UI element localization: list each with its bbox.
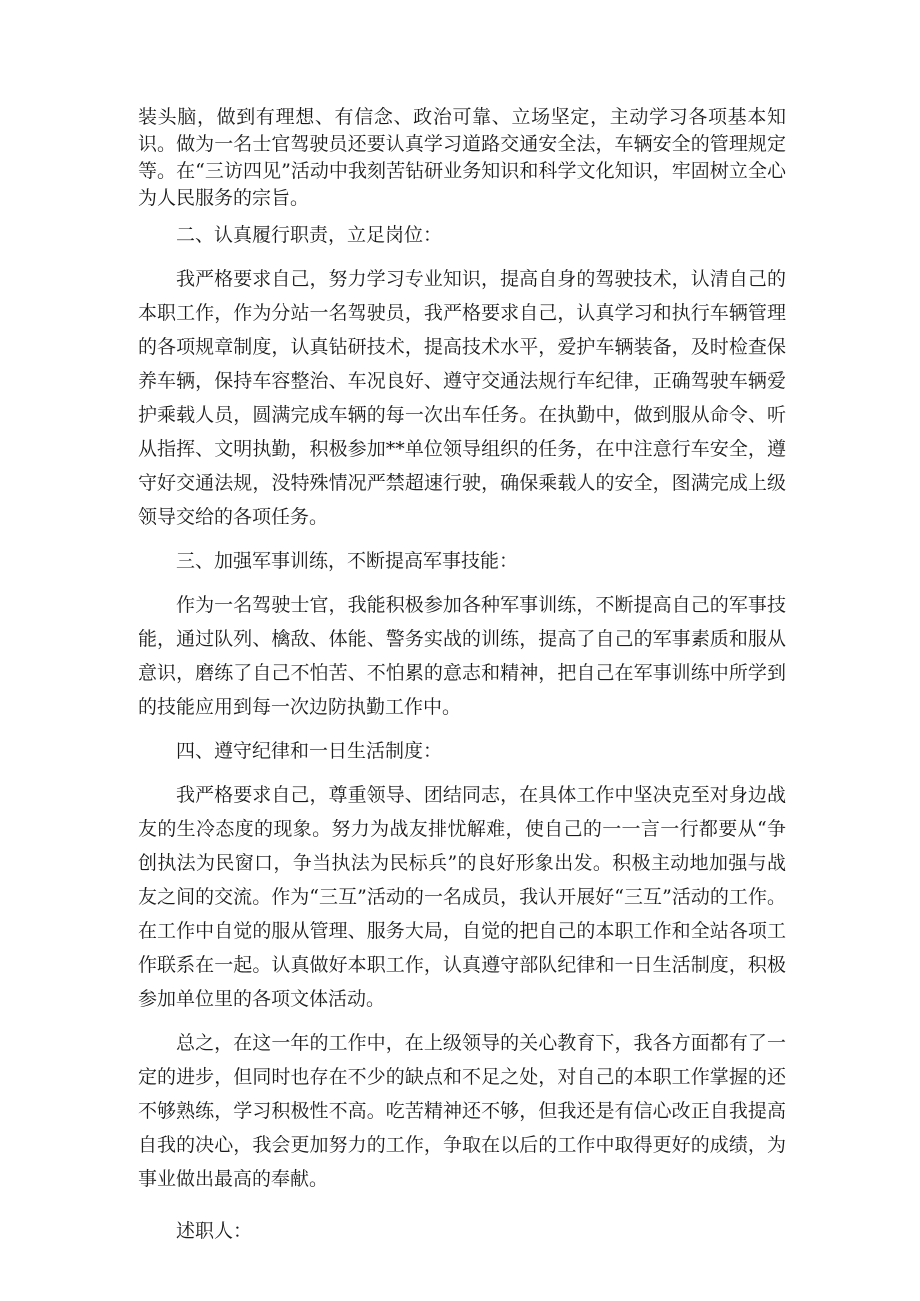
signature-label: 述职人： [176, 1220, 253, 1242]
document-page [138, 104, 786, 1248]
section-heading-duties: 二、认真履行职责，立足岗位： [176, 224, 443, 246]
paragraph-summary: 总之，在这一年的工作中，在上级领导的关心教育下，我各方面都有了一定的进步，但同时也存在不少的缺点和不足之处，对自己的本职工作掌握的还不够熟练，学习积极性不高。吃苦精神还不够，但我还是有信心改正自我提高自我的决心，我会更加努力的工作，争取在以后的工作中取得更好的成绩，为事业做出最高的奉献。 [138, 1032, 786, 1190]
paragraph-duties: 我严格要求自己，努力学习专业知识，提高自身的驾驶技术，认清自己的本职工作，作为分站一名驾驶员，我严格要求自己，认真学习和执行车辆管理的各项规章制度，认真钻研技术，提高技术水平，爱护车辆装备，及时检查保养车辆，保持车容整治、车况良好、遵守交通法规行车纪律，正确驾驶车辆爱护乘载人员，圆满完成车辆的每一次出车任务。在执勤中，做到服从命令、听从指挥、文明执勤，积极参加**单位领导组织的任务，在中注意行车安全，遵守好交通法规，没特殊情况严禁超速行驶，确保乘载人的安全，图满完成上级领导交给的各项任务。 [138, 268, 786, 528]
paragraph-intro-continuation: 装头脑，做到有理想、有信念、政治可靠、立场坚定，主动学习各项基本知识。做为一名士官驾驶员还要认真学习道路交通安全法，车辆安全的管理规定等。在“三访四见”活动中我刻苦钻研业务知识和科学文化知识，牢固树立全心为人民服务的宗旨。 [138, 106, 786, 209]
section-heading-discipline: 四、遵守纪律和一日生活制度： [176, 740, 443, 762]
paragraph-training: 作为一名驾驶士官，我能积极参加各种军事训练，不断提高自己的军事技能，通过队列、檎敌、体能、警务实战的训练，提高了自己的军事素质和服从意识，磨练了自己不怕苦、不怕累的意志和精神，把自己在军事训练中所学到的技能应用到每一次边防执勤工作中。 [138, 594, 786, 718]
section-heading-training: 三、加强军事训练，不断提高军事技能： [176, 550, 519, 572]
paragraph-discipline: 我严格要求自己，尊重领导、团结同志，在具体工作中坚决克至对身边战友的生冷态度的现象。努力为战友排忧解难，使自己的一一言一行都要从“争创执法为民窗口，争当执法为民标兵”的良好形象出发。积极主动地加强与战友之间的交流。作为“三互”活动的一名成员，我认开展好“三互”活动的工作。在工作中自觉的服从管理、服务大局，自觉的把自己的本职工作和全站各项工作联系在一起。认真做好本职工作，认真遵守部队纪律和一日生活制度，积极参加单位里的各项文体活动。 [138, 784, 786, 1010]
